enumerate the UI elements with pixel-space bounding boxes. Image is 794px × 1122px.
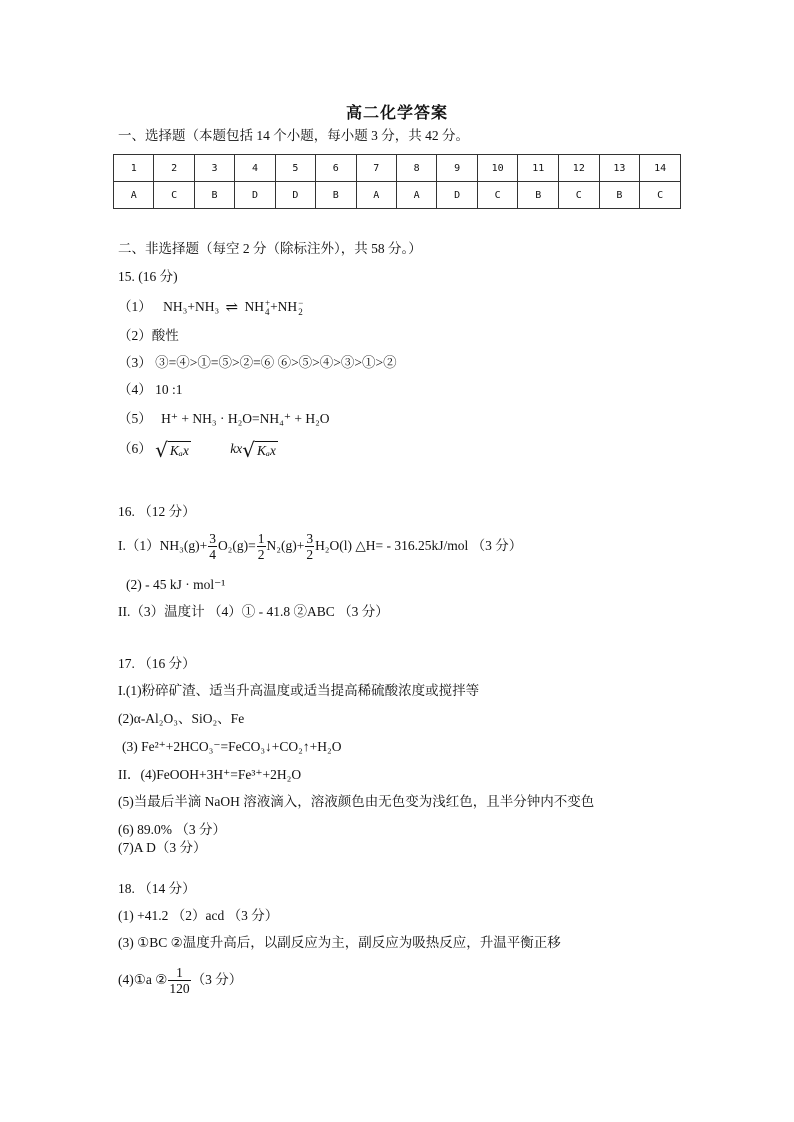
sqrt-expression-a: √ Kₐx [155,438,189,462]
q18-line1: (1) +41.2 （2）acd （3 分） [118,908,279,923]
section2-heading: 二、非选择题（每空 2 分（除标注外），共 58 分。） [118,241,422,256]
answer-cell: B [194,182,234,209]
q15-line3: （3） ③=④>①=⑤>②=⑥ ⑥>⑤>④>③>①>② [118,355,397,370]
question-number-cell: 5 [275,155,315,182]
answer-cell: C [640,182,681,209]
question-number-cell: 8 [396,155,436,182]
q15-line6 [118,440,278,460]
q15-line4: （4） 10 :1 [118,382,183,397]
answer-cell: A [396,182,436,209]
answer-cell: C [477,182,518,209]
q15-line2: （2）酸性 [118,328,179,343]
q15-l1-right-b: +NH [270,299,298,314]
answer-cell: C [154,182,194,209]
fraction-1-2: $\frac{1}{2}$ [257,531,265,563]
q17-line5: (5)当最后半滴 NaOH 溶液滴入，溶液颜色由无色变为浅红色，且半分钟内不变色 [118,794,595,809]
answer-cell: D [235,182,275,209]
q17-line6: (6) 89.0% （3 分） [118,822,226,837]
q15-l1-right-a: NH [244,299,264,314]
q15-l1-left: NH₃+NH₃ [163,299,220,314]
question-number-cell: 3 [194,155,234,182]
answer-table [113,154,681,209]
q17-line2: (2)α-Al₂O₃、SiO₂、Fe [118,711,245,726]
q16-line2: (2) - 45 kJ · mol⁻¹ [126,577,226,592]
fraction-1-120: $\frac{1}{120}$ [169,965,190,997]
page-title: 高二化学答案 [345,105,448,122]
question-number-cell: 13 [599,155,640,182]
answer-table-answer-row [114,182,681,209]
fraction-3-2: $\frac{3}{2}$ [306,531,314,563]
question-number-cell: 2 [154,155,194,182]
equilibrium-arrow-icon: ⇌ [225,299,239,316]
q16-l1-tail: H₂O(l) △H= - 316.25kJ/mol （3 分） [315,538,523,553]
question-number-cell: 4 [235,155,275,182]
question-number-cell: 11 [518,155,559,182]
q17-line4: II．(4)FeOOH+3H⁺=Fe³⁺+2H₂O [118,767,302,782]
question-number-cell: 6 [316,155,356,182]
question-number-cell: 12 [559,155,600,182]
answer-cell: A [114,182,154,209]
q16-l1-prefix: I.（1）NH₃(g)+ [118,538,208,553]
q15-l1-label: （1） [118,299,152,314]
question-number-cell: 14 [640,155,681,182]
answer-cell: B [316,182,356,209]
q18-heading: 18. （14 分） [118,881,196,896]
section1-heading: 一、选择题（本题包括 14 个小题，每小题 3 分，共 42 分。 [118,128,469,143]
answer-cell: B [599,182,640,209]
q16-line3: II.（3）温度计 （4）① - 41.8 ②ABC （3 分） [118,604,389,619]
q15-line1: （1） NH₃+NH₃ ⇌ NH + 4 +NH − 2 [118,297,304,317]
answer-cell: A [356,182,396,209]
question-number-cell: 10 [477,155,518,182]
q17-line3: (3) Fe²⁺+2HCO₃⁻=FeCO₃↓+CO₂↑+H₂O [122,739,342,754]
sqrt-expression-b: √ Kₐx [242,438,276,462]
q15-l5-label: （5） [118,411,152,426]
q17-line7: (7)A D（3 分） [118,840,207,855]
q16-heading: 16. （12 分） [118,504,196,519]
question-number-cell: 7 [356,155,396,182]
q18-line3 [118,962,242,998]
q15-heading: 15. (16 分) [118,269,178,284]
q18-l3-prefix: (4)①a ② [118,972,168,987]
answer-cell: B [518,182,559,209]
q17-heading: 17. （16 分） [118,656,196,671]
fraction-3-4: $\frac{3}{4}$ [209,531,216,563]
q15-l6-label: （6） [118,441,152,457]
q15-line5 [118,410,330,428]
answer-cell: D [275,182,315,209]
q15-l5-eq: H⁺ + NH₃ · H₂O=NH₄⁺ + H₂O [161,411,330,426]
q18-line2: (3) ①BC ②温度升高后，以副反应为主，副反应为吸热反应，升温平衡正移 [118,935,561,950]
question-number-cell: 1 [114,155,154,182]
answer-cell: D [437,182,477,209]
q18-l3-tail: （3 分） [191,972,243,987]
q16-l1-mid1: O₂(g)= [217,538,256,553]
q17-line1: I.(1)粉碎矿渣、适当升高温度或适当提高稀硫酸浓度或搅拌等 [118,683,480,698]
q15-l6-prefix: kx [230,441,243,457]
question-number-cell: 9 [437,155,477,182]
answer-cell: C [559,182,600,209]
q16-line1 [118,530,522,562]
answer-table-number-row [114,155,681,182]
q16-l1-mid2: N₂(g)+ [266,538,305,553]
